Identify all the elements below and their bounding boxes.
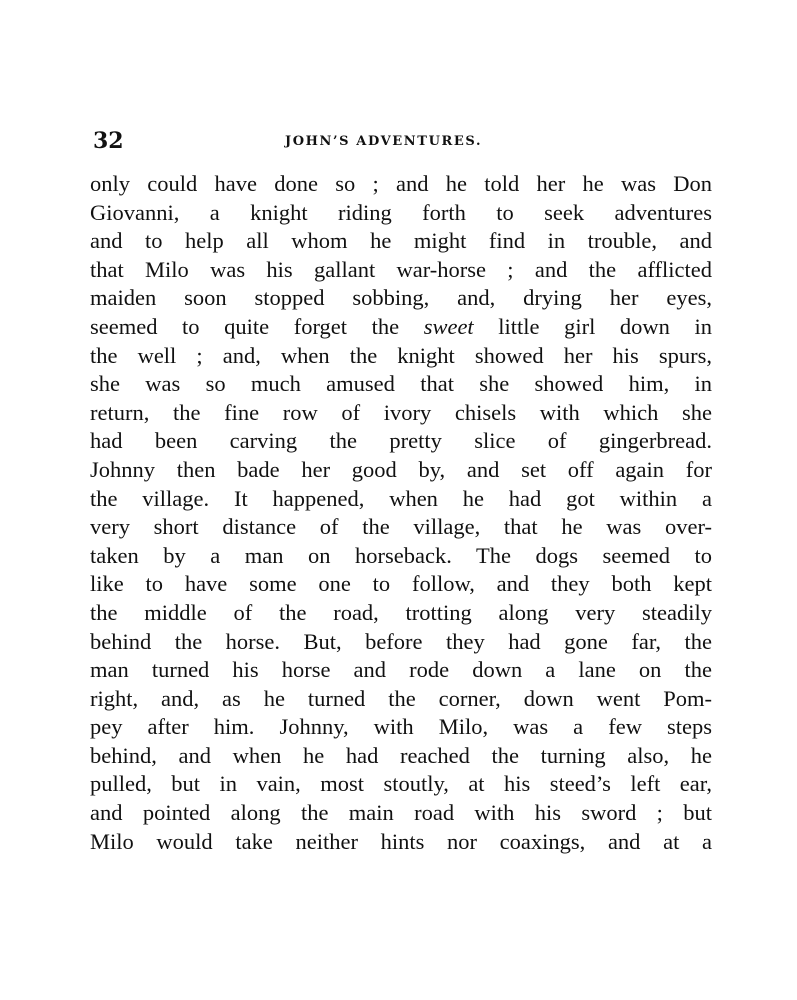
text-line: return, the fine row of ivory chisels with which she xyxy=(90,399,712,425)
page-header xyxy=(93,128,713,158)
text-line: behind, and when he had reached the turning also, he xyxy=(90,742,712,768)
text-line: the village. It happened, when he had got within a xyxy=(90,485,712,511)
text-line: right, and, as he turned the corner, down went Pom- xyxy=(90,685,712,711)
text-line: behind the horse. But, before they had gone far, the xyxy=(90,628,712,654)
text-line: maiden soon stopped sobbing, and, drying her eyes, xyxy=(90,285,712,311)
text-line: and pointed along the main road with his sword ; but xyxy=(90,800,712,826)
text-line: very short distance of the village, that he was over- xyxy=(90,514,712,540)
body-text xyxy=(90,170,712,856)
text-line: only could have done so ; and he told her he was Don xyxy=(90,171,712,196)
text-line: the middle of the road, trotting along very steadily xyxy=(90,599,712,625)
text-line: pulled, but in vain, most stoutly, at his steed’s left ear, xyxy=(90,771,712,797)
running-head: JOHN’S ADVENTURES. xyxy=(285,134,483,149)
text-line: the well ; and, when the knight showed her his spurs, xyxy=(90,342,712,368)
text-line: Giovanni, a knight riding forth to seek adventures xyxy=(90,199,712,225)
italic-word: sweet xyxy=(423,313,474,339)
text-segment: little girl down in xyxy=(498,313,712,339)
text-line xyxy=(90,313,712,342)
text-segment: seemed to quite forget the xyxy=(90,313,400,339)
text-line: man turned his horse and rode down a lane on the xyxy=(90,657,712,683)
text-line: like to have some one to follow, and they both kept xyxy=(90,571,712,597)
text-line: and to help all whom he might find in trouble, and xyxy=(90,228,712,254)
page-number: 32 xyxy=(93,128,124,154)
text-line: had been carving the pretty slice of gingerbread. xyxy=(90,428,712,454)
text-line: she was so much amused that she showed him, in xyxy=(90,371,712,397)
text-line: Johnny then bade her good by, and set off again for xyxy=(90,456,712,482)
text-line: pey after him. Johnny, with Milo, was a few steps xyxy=(90,714,712,740)
text-line: Milo would take neither hints nor coaxings, and at a xyxy=(90,828,712,854)
text-line: taken by a man on horseback. The dogs seemed to xyxy=(90,542,712,568)
text-line: that Milo was his gallant war-horse ; and the afflicted xyxy=(90,256,712,282)
